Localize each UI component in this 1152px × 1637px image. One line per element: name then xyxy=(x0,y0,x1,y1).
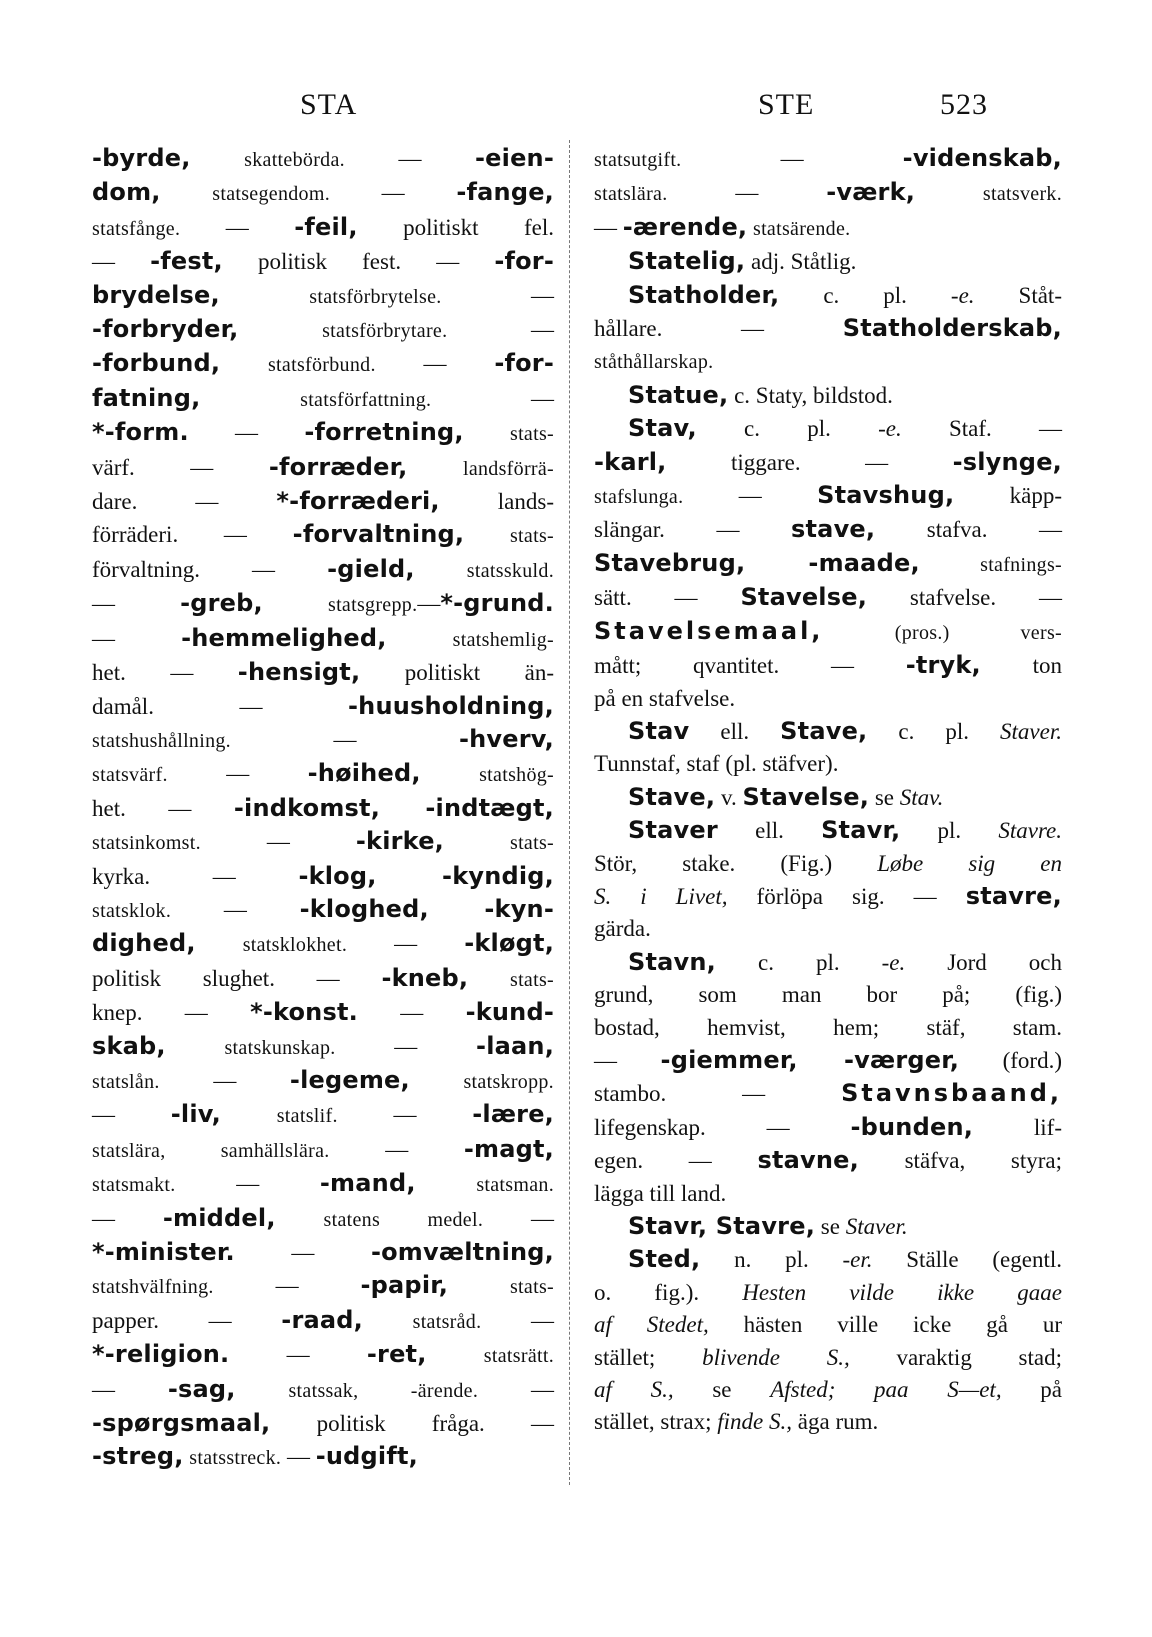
text-line: papper. — -raad, statsråd. — xyxy=(92,1305,555,1334)
text-line: värf. — -forræder, landsförrä- xyxy=(92,452,555,481)
text-line: statsklok. — -kloghed, -kyn- xyxy=(92,894,554,923)
left-column xyxy=(92,142,554,1475)
text-line: sätt. — Stavelse, stafvelse. — xyxy=(594,583,1062,612)
text-line: — -ærende, statsärende. xyxy=(594,212,851,241)
text-line: *-religion. — -ret, statsrätt. xyxy=(92,1340,555,1369)
text-line: Statue, c. Staty, bildstod. xyxy=(628,380,893,409)
running-head-center: STE xyxy=(758,88,815,121)
text-line: knep. — *-konst. — -kund- xyxy=(92,998,554,1027)
text-line: lägga till land. xyxy=(594,1180,727,1206)
running-head-left: STA xyxy=(300,88,358,121)
text-line: statsmakt. — -mand, statsman. xyxy=(92,1169,555,1198)
text-line: Stör, stake. (Fig.) Løbe sig en xyxy=(594,850,1062,876)
text-line: statshvälfning. — -papir, stats- xyxy=(92,1271,554,1300)
text-line: -forbund, statsförbund. — -for- xyxy=(92,349,554,378)
text-line: dare. — *-forræderi, lands- xyxy=(92,487,554,516)
text-line: het. — -indkomst, -indtægt, xyxy=(92,793,554,822)
text-line: — -sag, statssak, -ärende. — xyxy=(92,1374,555,1403)
text-line: förvaltning. — -gield, statsskuld. xyxy=(92,554,554,583)
text-line: statslära, samhällslära. — -magt, xyxy=(92,1134,554,1163)
text-line: gärda. xyxy=(594,916,651,942)
text-line: dom, statsegendom. — -fange, xyxy=(92,178,555,207)
text-line: dighed, statsklokhet. — -kløgt, xyxy=(92,929,555,958)
text-line: af Stedet, hästen ville icke gå ur xyxy=(594,1312,1062,1338)
text-line: Tunnstaf, staf (pl. stäfver). xyxy=(594,751,839,777)
text-line: — -middel, statens medel. — xyxy=(92,1203,555,1232)
text-line: o. fig.). Hesten vilde ikke gaae xyxy=(594,1279,1062,1305)
text-line: förräderi. — -forvaltning, stats- xyxy=(92,520,554,549)
text-line: statshushållning. — -hverv, xyxy=(92,724,554,753)
text-line: Sted, n. pl. -er. Ställe (egentl. xyxy=(628,1245,1062,1274)
text-line: hållare. — Statholderskab, xyxy=(594,314,1062,343)
text-line: fatning, statsförfattning. — xyxy=(92,383,554,412)
text-line: -streg, statsstreck. — -udgift, xyxy=(92,1442,418,1471)
text-line: Stave, v. Stavelse, se Stav. xyxy=(628,782,944,811)
text-line: -forbryder, statsförbrytare. — xyxy=(92,315,555,344)
text-line: stället, strax; finde S., äga rum. xyxy=(594,1409,879,1435)
text-line: — -giemmer, -værger, (ford.) xyxy=(594,1045,1063,1074)
text-line: bostad, hemvist, hem; stäf, stam. xyxy=(594,1014,1062,1040)
text-line: Stav ell. Stave, c. pl. Staver. xyxy=(628,716,1062,745)
text-line: -spørgsmaal, politisk fråga. — xyxy=(92,1409,554,1438)
text-line: politisk slughet. — -kneb, stats- xyxy=(92,963,555,992)
text-line: ståthållarskap. xyxy=(594,351,714,374)
text-line: het. — -hensigt, politiskt än- xyxy=(92,658,554,687)
text-line: -byrde, skattebörda. — -eien- xyxy=(92,144,554,172)
text-line: — -fest, politisk fest. — -for- xyxy=(92,247,554,276)
text-line: statsinkomst. — -kirke, stats- xyxy=(92,827,555,856)
text-line: mått; qvantitet. — -tryk, ton xyxy=(594,651,1063,680)
text-line: — -greb, statsgrepp.—*-grund. xyxy=(92,589,554,618)
text-line: grund, som man bor på; (fig.) xyxy=(594,982,1062,1008)
text-line: Statholder, c. pl. -e. Ståt- xyxy=(628,280,1062,309)
text-line: — -hemmelighed, statshemlig- xyxy=(92,623,555,652)
text-line: Stavn, c. pl. -e. Jord och xyxy=(628,947,1062,976)
text-line: slängar. — stave, stafva. — xyxy=(594,515,1062,544)
text-line: brydelse, statsförbrytelse. — xyxy=(92,280,554,309)
text-line: *-minister. — -omvæltning, xyxy=(92,1238,554,1266)
text-line: på en stafvelse. xyxy=(594,685,736,711)
text-line: Stavebrug, -maade, stafnings- xyxy=(594,548,1062,577)
text-line: kyrka. — -klog, -kyndig, xyxy=(92,861,554,890)
text-line: stambo. — Stavnsbaand, xyxy=(594,1079,1062,1108)
text-line: — -liv, statslif. — -lære, xyxy=(92,1100,555,1129)
text-line: stället; blivende S., varaktig stad; xyxy=(594,1344,1062,1370)
text-line: -karl, tiggare. — -slynge, xyxy=(594,447,1062,476)
column-divider xyxy=(569,140,571,1485)
text-line: statsutgift. — -videnskab, xyxy=(594,144,1062,172)
text-line: statsfånge. — -feil, politiskt fel. xyxy=(92,212,554,241)
text-line: egen. — stavne, stäfva, styra; xyxy=(594,1146,1063,1175)
page-number: 523 xyxy=(940,88,988,121)
text-line: S. i Livet, förlöpa sig. — stavre, xyxy=(594,881,1062,910)
text-line: skab, statskunskap. — -laan, xyxy=(92,1031,555,1060)
text-line: stafslunga. — Stavshug, käpp- xyxy=(594,481,1063,510)
text-line: Staver ell. Stavr, pl. Stavre. xyxy=(628,816,1062,845)
text-line: lifegenskap. — -bunden, lif- xyxy=(594,1112,1062,1141)
text-line: Statelig, adj. Ståtlig. xyxy=(628,247,857,276)
text-line: statslån. — -legeme, statskropp. xyxy=(92,1065,554,1094)
text-line: Stavelsemaal, (pros.) vers- xyxy=(594,616,1062,645)
text-line: Stav, c. pl. -e. Staf. — xyxy=(628,414,1062,443)
text-line: *-form. — -forretning, stats- xyxy=(92,418,555,447)
text-line: Stavr, Stavre, se Staver. xyxy=(628,1212,908,1240)
text-line: damål. — -huusholdning, xyxy=(92,691,554,720)
text-line: statsvärf. — -høihed, statshög- xyxy=(92,759,555,788)
right-column xyxy=(594,142,1062,1439)
text-line: statslära. — -værk, statsverk. xyxy=(594,178,1063,207)
text-line: af S., se Afsted; paa S—et, på xyxy=(594,1377,1062,1403)
